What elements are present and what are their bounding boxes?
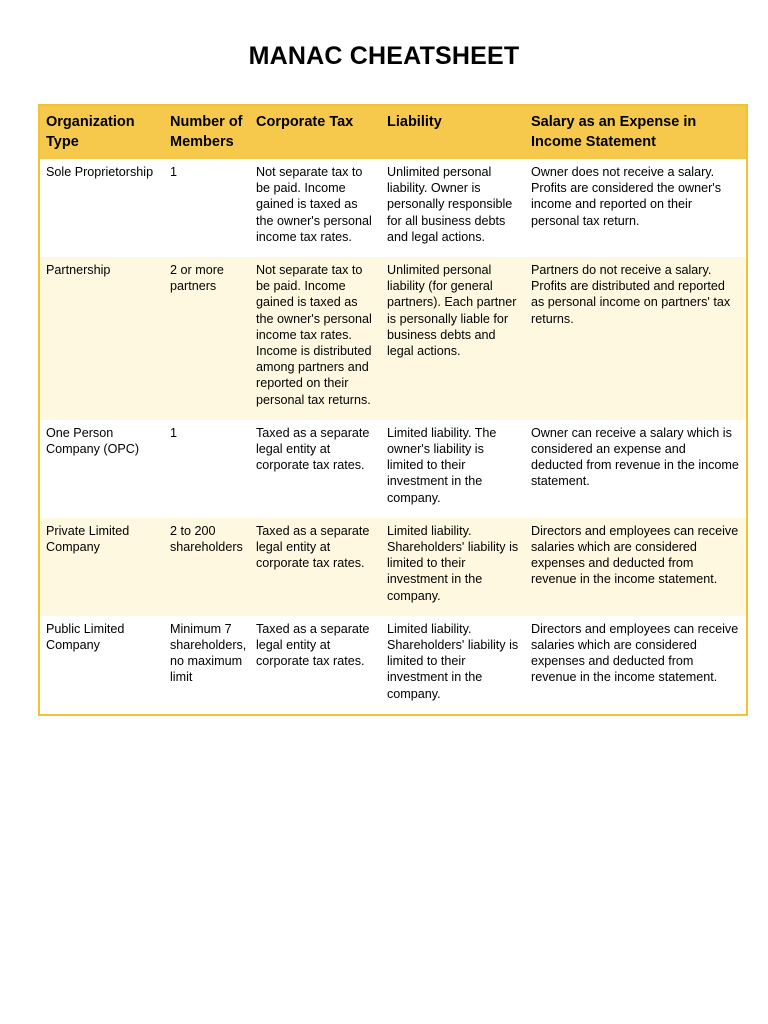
- table-row: [40, 257, 746, 420]
- header-liability: Liability: [387, 114, 442, 130]
- table-row: [40, 616, 746, 714]
- cell-corporate-tax: Taxed as a separate legal entity at corporate tax rates.: [256, 523, 370, 571]
- cell-corporate-tax: Not separate tax to be paid. Income gained is taxed as the owner's personal income tax rates.: [256, 165, 372, 244]
- cell-liability: Unlimited personal liability (for general partners). Each partner is personally liable for business debts and legal actions.: [387, 263, 517, 359]
- cell-liability: Limited liability. Shareholders' liability is limited to their investment in the company.: [387, 523, 519, 603]
- cell-number-of-members: 2 to 200 shareholders: [170, 523, 243, 555]
- header-organization-type: Organization Type: [46, 114, 135, 150]
- cell-number-of-members: Minimum 7 shareholders, no maximum limit: [170, 621, 247, 685]
- cell-organization-type: Private Limited Company: [46, 523, 130, 555]
- header-corporate-tax: Corporate Tax: [256, 114, 354, 130]
- cell-liability: Limited liability. Shareholders' liability is limited to their investment in the company.: [387, 621, 519, 701]
- cell-organization-type: Partnership: [46, 263, 111, 278]
- cell-salary-expense: Directors and employees can receive salaries which are considered expenses and deducted from revenue in the income statement.: [531, 523, 739, 587]
- cell-corporate-tax: Taxed as a separate legal entity at corporate tax rates.: [256, 425, 370, 473]
- table-row: [40, 518, 746, 616]
- cell-salary-expense: Owner does not receive a salary. Profits are considered the owner's income and reported on their personal tax return.: [531, 165, 722, 228]
- cell-organization-type: One Person Company (OPC): [46, 425, 140, 457]
- cell-salary-expense: Directors and employees can receive salaries which are considered expenses and deducted from revenue in the income statement.: [531, 621, 739, 685]
- cell-salary-expense: Owner can receive a salary which is considered an expense and deducted from revenue in the income statement.: [531, 425, 739, 489]
- page-title: MANAC CHEATSHEET: [248, 42, 520, 70]
- cell-organization-type: Sole Proprietorship: [46, 165, 154, 179]
- header-number-of-members: Number of Members: [170, 114, 243, 150]
- cheatsheet-table-container: [38, 104, 748, 716]
- cell-liability: Unlimited personal liability. Owner is personally responsible for all business debts and legal actions.: [387, 165, 513, 244]
- cell-number-of-members: 2 or more partners: [170, 263, 224, 294]
- cell-organization-type: Public Limited Company: [46, 621, 125, 653]
- cell-salary-expense: Partners do not receive a salary. Profits are distributed and reported as personal income on partners' tax returns.: [531, 263, 731, 326]
- table-row: [40, 420, 746, 518]
- table-header-row: [40, 106, 746, 159]
- cell-corporate-tax: Not separate tax to be paid. Income gained is taxed as the owner's personal income tax rates. Income is distributed among partners and reported on their personal tax returns.: [256, 263, 372, 407]
- cell-liability: Limited liability. The owner's liability is limited to their investment in the company.: [387, 425, 497, 505]
- cell-number-of-members: 1: [170, 425, 178, 440]
- table-row: [40, 159, 746, 257]
- cell-corporate-tax: Taxed as a separate legal entity at corporate tax rates.: [256, 621, 370, 669]
- cheatsheet-table: [40, 106, 746, 714]
- header-salary-expense: Salary as an Expense in Income Statement: [531, 114, 697, 150]
- cell-number-of-members: 1: [170, 165, 178, 179]
